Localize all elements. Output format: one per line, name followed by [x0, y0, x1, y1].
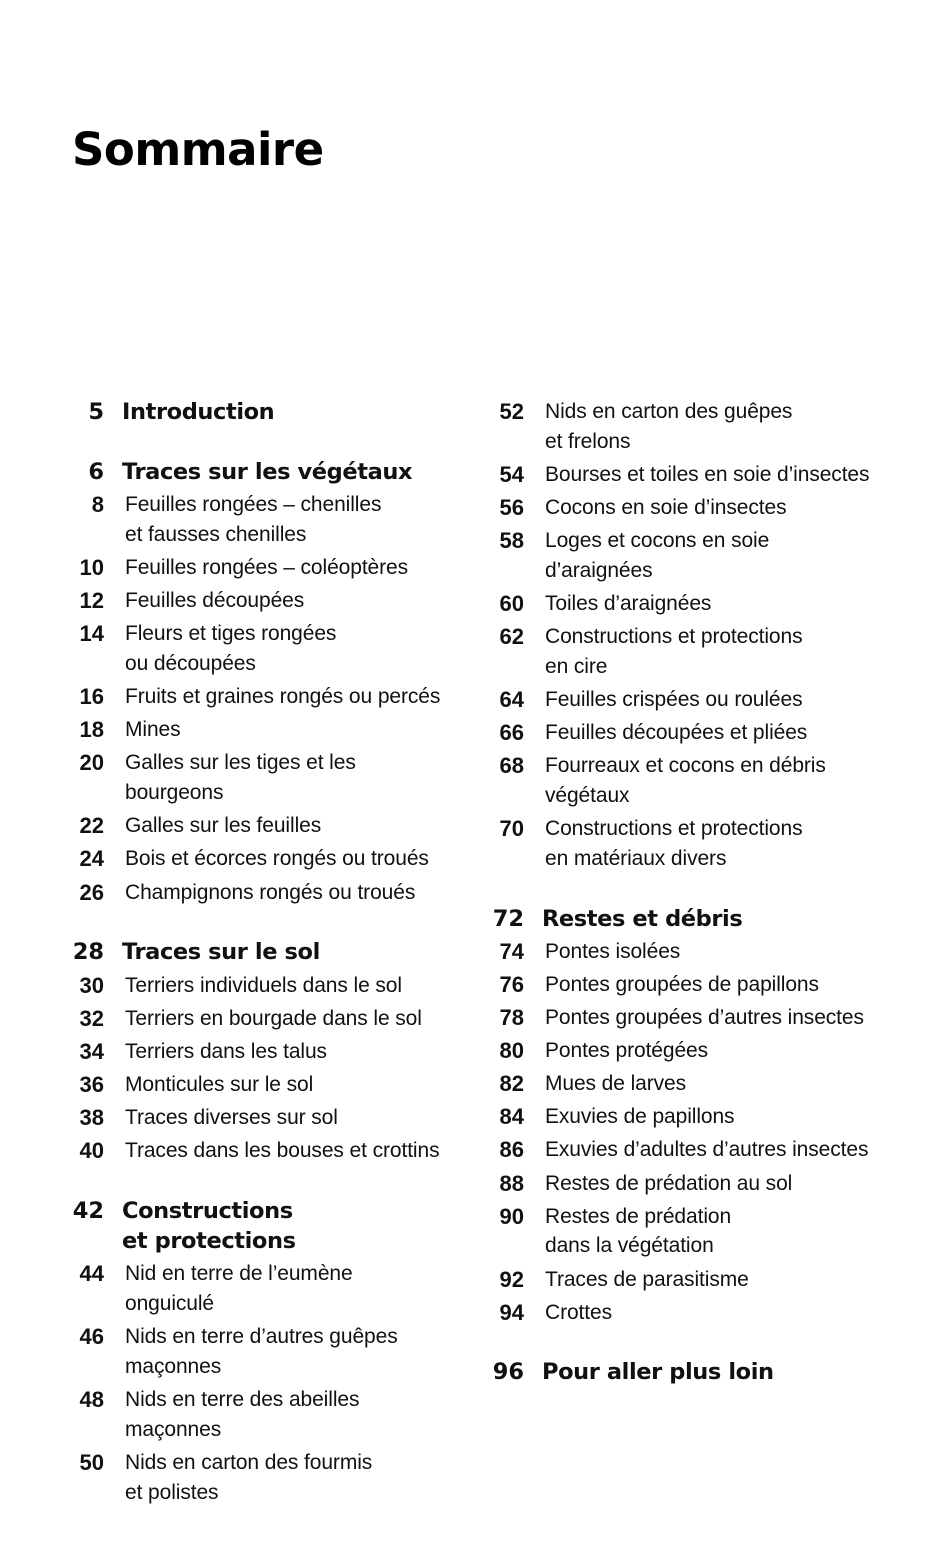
toc-section-title: Traces sur le sol — [122, 939, 320, 966]
toc-entry — [470, 460, 910, 490]
toc-entry — [50, 1103, 450, 1133]
toc-entry-title: Galles sur les feuilles — [125, 814, 322, 838]
toc-page-number: 80 — [499, 1038, 524, 1064]
toc-entry-title: Feuilles découpées — [125, 589, 305, 613]
toc-entry-title: Restes de prédation au sol — [545, 1171, 793, 1195]
toc-entry-title: Fourreaux et cocons en débris végétaux — [545, 754, 826, 807]
toc-page-number: 12 — [79, 588, 104, 614]
toc-page-number: 30 — [79, 972, 104, 998]
toc-entry-title: Fleurs et tiges rongées ou découpées — [125, 622, 337, 676]
toc-entry — [470, 1135, 910, 1165]
toc-section — [50, 457, 450, 487]
toc-entry-title: Traces diverses sur sol — [125, 1106, 338, 1129]
toc-entry-title: Constructions et protections en matériaux divers — [545, 817, 803, 870]
toc-page-number: 94 — [499, 1299, 524, 1325]
toc-entry — [50, 1385, 450, 1445]
toc-entry-title: Pontes isolées — [545, 939, 681, 963]
toc-entry-title: Terriers individuels dans le sol — [125, 973, 402, 997]
toc-entry-title: Feuilles rongées – coléoptères — [125, 556, 409, 580]
toc-page-number: 86 — [499, 1137, 524, 1163]
toc-page-number: 26 — [79, 879, 104, 905]
toc-entry — [50, 971, 450, 1001]
toc-page-number: 72 — [492, 905, 524, 932]
toc-entry — [50, 586, 450, 616]
toc-page-number: 6 — [88, 459, 104, 485]
toc-page-number: 42 — [72, 1197, 104, 1224]
toc-page-number: 56 — [499, 494, 524, 520]
toc-entry-title: Feuilles découpées et pliées — [545, 721, 808, 745]
toc-entry — [50, 553, 450, 583]
toc-entry-title: Fruits et graines rongés ou percés — [125, 685, 441, 709]
toc-entry-title: Cocons en soie d’insectes — [545, 495, 787, 519]
toc-page-number: 78 — [499, 1005, 524, 1031]
toc-entry-title: Pontes groupées de papillons — [545, 973, 819, 997]
toc-entry — [50, 1322, 450, 1382]
toc-entry-title: Traces dans les bouses et crottins — [125, 1139, 440, 1163]
toc-page-number: 50 — [79, 1449, 104, 1475]
toc-entry-title: Monticules sur le sol — [125, 1072, 314, 1096]
toc-entry-title: Feuilles crispées ou roulées — [545, 687, 803, 711]
toc-entry-title: Pontes groupées d’autres insectes — [545, 1006, 864, 1030]
toc-entry-title: Restes de prédation dans la végétation — [545, 1204, 732, 1258]
toc-entry-title: Traces de parasitisme — [545, 1267, 749, 1291]
toc-entry — [470, 1003, 910, 1033]
toc-entry — [470, 970, 910, 1000]
toc-page-number: 92 — [499, 1266, 524, 1292]
toc-entry-title: Toiles d’araignées — [545, 591, 712, 615]
page-title: Sommaire — [72, 123, 324, 176]
toc-page-number: 76 — [499, 972, 524, 998]
toc-entry — [50, 715, 450, 745]
toc-entry-title: Bois et écorces rongés ou troués — [125, 847, 429, 871]
toc-entry-title: Nids en terre d’autres guêpes maçonnes — [125, 1325, 398, 1378]
toc-page-number: 16 — [79, 684, 104, 710]
toc-entry — [50, 1004, 450, 1034]
toc-entry — [470, 1169, 910, 1199]
toc-entry — [470, 1069, 910, 1099]
toc-section — [50, 1196, 450, 1256]
toc-entry — [470, 493, 910, 523]
toc-entry-title: Nids en carton des guêpes et frelons — [545, 400, 793, 453]
toc-page-number: 54 — [499, 461, 524, 487]
toc-section-title: Introduction — [122, 399, 275, 425]
toc-page-number: 46 — [79, 1324, 104, 1350]
toc-entry-title: Feuilles rongées – chenilles et fausses chenilles — [125, 493, 382, 547]
toc-entry-title: Exuvies d’adultes d’autres insectes — [545, 1138, 869, 1162]
toc-page-number: 74 — [499, 938, 524, 964]
toc-entry-title: Pontes protégées — [545, 1039, 709, 1063]
toc-entry — [470, 685, 910, 715]
toc-page-number: 18 — [79, 717, 104, 743]
toc-section-title: Traces sur les végétaux — [122, 459, 413, 485]
toc-page-number: 64 — [499, 686, 524, 712]
toc-entry — [470, 1036, 910, 1066]
toc-entry-title: Mines — [125, 718, 181, 742]
toc-entry-title: Nids en terre des abeilles maçonnes — [125, 1387, 360, 1441]
toc-entry — [470, 814, 910, 874]
toc-page-number: 52 — [499, 399, 524, 424]
toc-section-title: Constructions et protections — [122, 1197, 296, 1254]
toc-page-number: 58 — [499, 528, 524, 554]
toc-page-number: 82 — [499, 1071, 524, 1097]
toc-section — [50, 937, 450, 967]
toc-page-number: 32 — [79, 1005, 104, 1031]
toc-page-number: 70 — [499, 816, 524, 842]
toc-entry — [470, 526, 910, 586]
toc-entry-title: Bourses et toiles en soie d’insectes — [545, 462, 870, 486]
toc-entry — [470, 937, 910, 967]
toc-entry — [470, 589, 910, 619]
toc-entry — [50, 1037, 450, 1067]
toc-entry-title: Constructions et protections en cire — [545, 625, 803, 678]
toc-entry-title: Terriers en bourgade dans le sol — [125, 1006, 422, 1030]
toc-entry — [470, 718, 910, 748]
toc-page-number: 62 — [499, 624, 524, 650]
toc-entry-title: Galles sur les tiges et les bourgeons — [125, 751, 356, 805]
toc-section — [50, 397, 450, 427]
toc-entry — [50, 1259, 450, 1319]
toc-entry — [50, 1070, 450, 1100]
toc-entry — [50, 682, 450, 712]
toc-page-number: 68 — [499, 753, 524, 779]
toc-page-number: 8 — [91, 492, 104, 518]
toc-entry-title: Nid en terre de l’eumène onguiculé — [125, 1262, 353, 1315]
toc-entry — [50, 1448, 450, 1508]
toc-section-title: Restes et débris — [542, 905, 743, 932]
toc-entry-title: Loges et cocons en soie d’araignées — [545, 529, 770, 582]
toc-entry — [50, 878, 450, 908]
toc-page-number: 84 — [499, 1104, 524, 1130]
toc-page-number: 38 — [79, 1105, 104, 1130]
toc-entry — [50, 748, 450, 808]
toc-right-column — [470, 397, 910, 1391]
toc-entry-title: Champignons rongés ou troués — [125, 880, 416, 904]
toc-entry — [50, 844, 450, 874]
toc-entry — [470, 397, 910, 457]
toc-section-title: Pour aller plus loin — [542, 1359, 774, 1386]
toc-entry — [50, 1136, 450, 1166]
toc-entry — [470, 1202, 910, 1262]
toc-entry — [470, 1265, 910, 1295]
toc-entry-title: Mues de larves — [545, 1072, 686, 1096]
toc-entry-title: Exuvies de papillons — [545, 1105, 735, 1129]
toc-page-number: 88 — [499, 1170, 524, 1196]
toc-page-number: 44 — [79, 1261, 104, 1287]
toc-entry — [470, 1298, 910, 1328]
toc-page-number: 36 — [79, 1071, 104, 1097]
toc-entry — [50, 490, 450, 550]
toc-page-number: 5 — [88, 399, 104, 425]
toc-page-number: 60 — [499, 590, 524, 616]
toc-page-number: 34 — [79, 1038, 104, 1064]
toc-entry — [470, 622, 910, 682]
toc-page-number: 14 — [79, 621, 104, 647]
toc-entry-title: Nids en carton des fourmis et polistes — [125, 1450, 373, 1504]
toc-section — [470, 1357, 910, 1387]
toc-page-number: 24 — [79, 846, 104, 872]
toc-entry-title: Terriers dans les talus — [125, 1039, 327, 1063]
toc-page-number: 20 — [79, 750, 104, 776]
toc-page-number: 90 — [499, 1203, 524, 1229]
toc-page-number: 10 — [79, 555, 104, 581]
toc-page-number: 48 — [79, 1386, 104, 1412]
toc-entry — [470, 1102, 910, 1132]
toc-entry-title: Crottes — [545, 1300, 612, 1324]
toc-page-number: 22 — [79, 813, 104, 839]
toc-entry — [50, 619, 450, 679]
toc-page-number: 66 — [499, 720, 524, 746]
toc-section — [470, 904, 910, 934]
toc-page-number: 40 — [79, 1138, 104, 1164]
toc-entry — [50, 811, 450, 841]
toc-left-column — [50, 397, 450, 1511]
toc-entry — [470, 751, 910, 811]
toc-page-number: 96 — [492, 1359, 524, 1386]
toc-page-number: 28 — [72, 939, 104, 966]
